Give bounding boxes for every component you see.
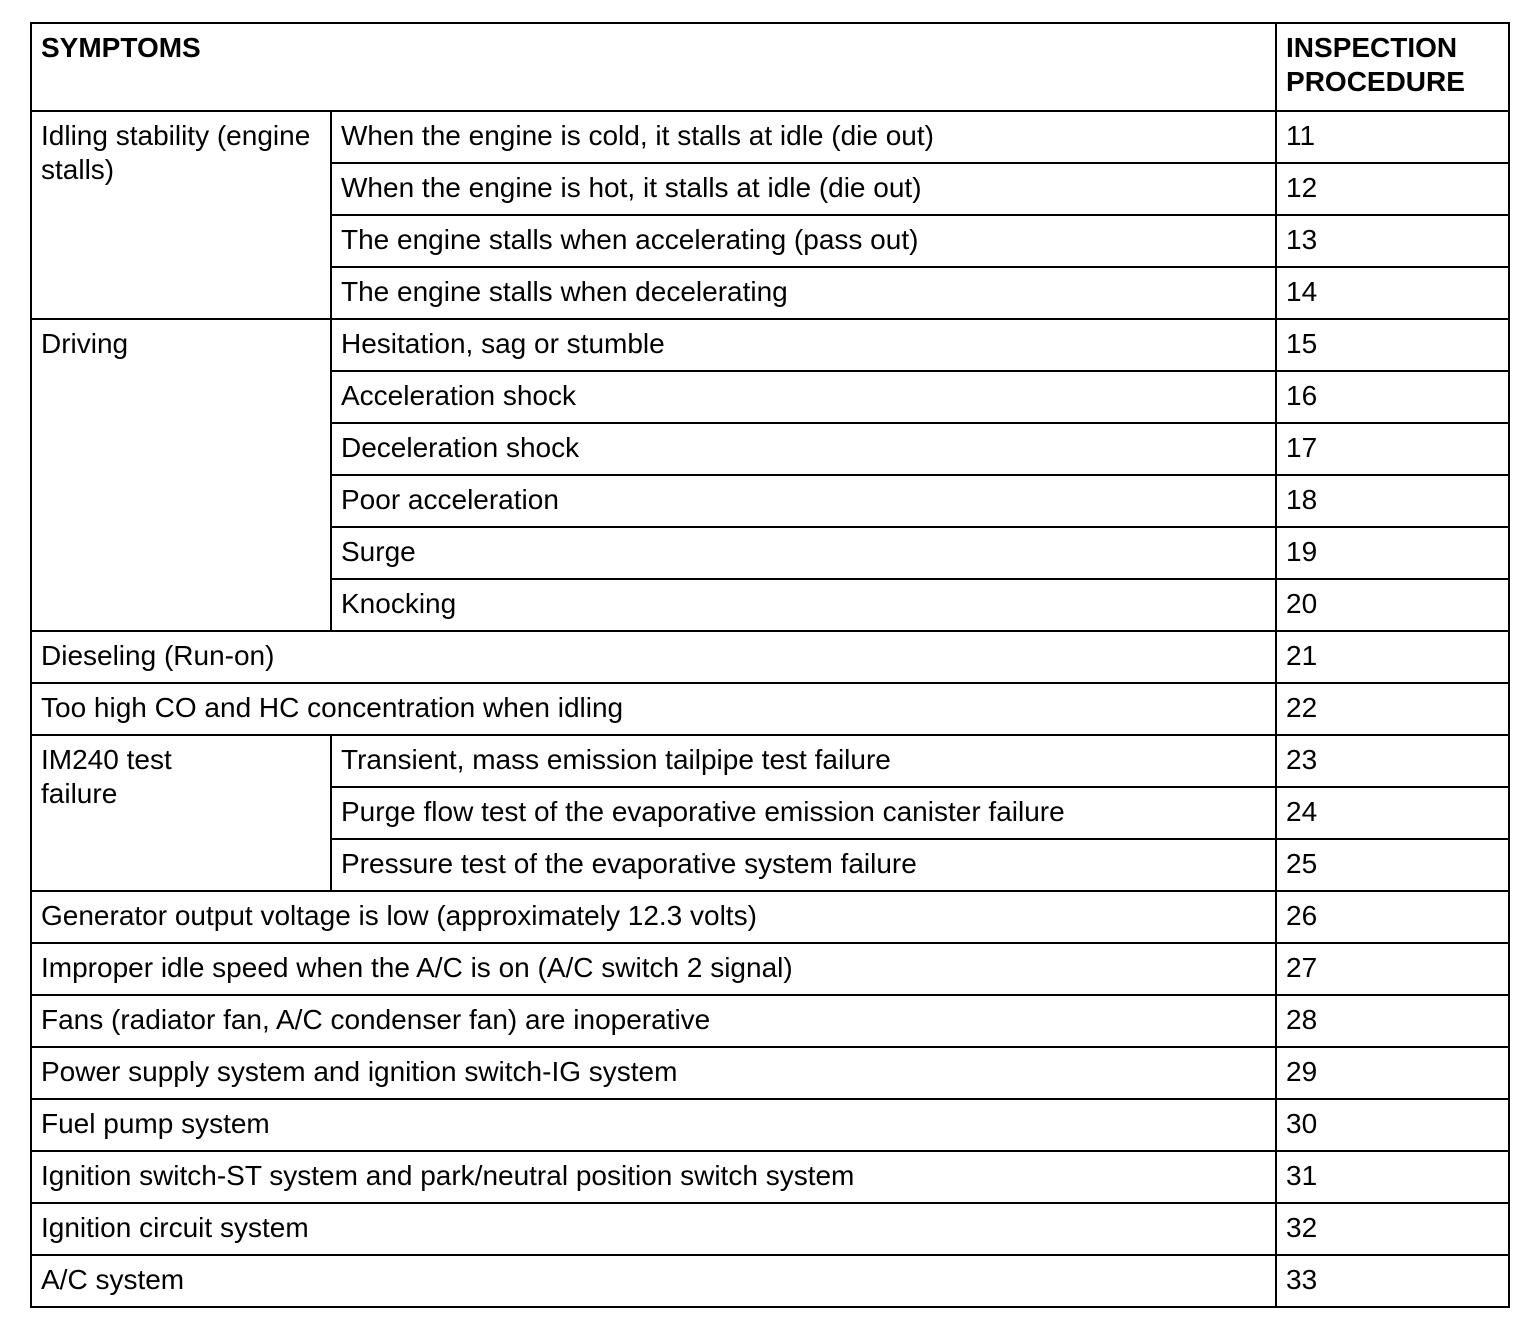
procedure-cell: 11: [1276, 111, 1509, 163]
symptom-group-cell: [31, 735, 331, 891]
procedure-cell: 27: [1276, 943, 1509, 995]
table-header-row: [31, 23, 1509, 111]
inspection-procedure-header: INSPECTION PROCEDURE: [1276, 23, 1509, 111]
symptom-cell: Ignition circuit system: [31, 1203, 1276, 1255]
symptom-cell: Pressure test of the evaporative system failure: [331, 839, 1276, 891]
table-row: [31, 1151, 1509, 1203]
symptom-cell: Power supply system and ignition switch-IG system: [31, 1047, 1276, 1099]
procedure-cell: 30: [1276, 1099, 1509, 1151]
symptom-group-label: Driving: [41, 328, 129, 359]
symptom-cell: A/C system: [31, 1255, 1276, 1307]
procedure-cell: 32: [1276, 1203, 1509, 1255]
procedure-cell: 24: [1276, 787, 1509, 839]
table-row: [31, 995, 1509, 1047]
table-row: [31, 1255, 1509, 1307]
table-row: [31, 683, 1509, 735]
symptoms-header: SYMPTOMS: [31, 23, 1276, 111]
procedure-cell: 17: [1276, 423, 1509, 475]
symptom-group-label: IM240 test failure: [41, 744, 172, 809]
symptom-cell: Hesitation, sag or stumble: [331, 319, 1276, 371]
procedure-cell: 33: [1276, 1255, 1509, 1307]
symptom-cell: Too high CO and HC concentration when idling: [31, 683, 1276, 735]
procedure-cell: 13: [1276, 215, 1509, 267]
table-row: [31, 735, 1509, 787]
symptom-cell: When the engine is hot, it stalls at idle (die out): [331, 163, 1276, 215]
symptom-group-cell: [31, 111, 331, 319]
symptom-cell: Generator output voltage is low (approximately 12.3 volts): [31, 891, 1276, 943]
symptom-cell: Fuel pump system: [31, 1099, 1276, 1151]
procedure-cell: 25: [1276, 839, 1509, 891]
symptom-cell: Acceleration shock: [331, 371, 1276, 423]
table-row: [31, 943, 1509, 995]
symptom-group-cell: [31, 319, 331, 631]
symptom-cell: Improper idle speed when the A/C is on (A/C switch 2 signal): [31, 943, 1276, 995]
symptoms-table: [30, 22, 1510, 1308]
symptom-cell: Ignition switch-ST system and park/neutral position switch system: [31, 1151, 1276, 1203]
table-row: [31, 111, 1509, 163]
table-row: [31, 1203, 1509, 1255]
symptom-group-label: Idling stability (engine stalls): [41, 120, 311, 185]
symptom-cell: Dieseling (Run-on): [31, 631, 1276, 683]
symptom-cell: When the engine is cold, it stalls at idle (die out): [331, 111, 1276, 163]
procedure-cell: 16: [1276, 371, 1509, 423]
table-row: [31, 631, 1509, 683]
procedure-cell: 26: [1276, 891, 1509, 943]
symptom-cell: Fans (radiator fan, A/C condenser fan) are inoperative: [31, 995, 1276, 1047]
procedure-cell: 14: [1276, 267, 1509, 319]
table-row: [31, 1099, 1509, 1151]
symptom-cell: Deceleration shock: [331, 423, 1276, 475]
table-row: [31, 319, 1509, 371]
procedure-cell: 21: [1276, 631, 1509, 683]
symptom-text: Purge flow test of the evaporative emission canister failure: [341, 796, 1065, 827]
procedure-cell: 29: [1276, 1047, 1509, 1099]
procedure-cell: 31: [1276, 1151, 1509, 1203]
symptom-cell: Transient, mass emission tailpipe test failure: [331, 735, 1276, 787]
procedure-cell: 18: [1276, 475, 1509, 527]
procedure-cell: 28: [1276, 995, 1509, 1047]
table-row: [31, 891, 1509, 943]
symptom-cell: Surge: [331, 527, 1276, 579]
symptom-cell: [331, 787, 1276, 839]
symptom-cell: Knocking: [331, 579, 1276, 631]
procedure-cell: 19: [1276, 527, 1509, 579]
symptom-cell: The engine stalls when accelerating (pass out): [331, 215, 1276, 267]
procedure-cell: 15: [1276, 319, 1509, 371]
procedure-cell: 22: [1276, 683, 1509, 735]
table-row: [31, 1047, 1509, 1099]
symptom-cell: The engine stalls when decelerating: [331, 267, 1276, 319]
symptom-cell: Poor acceleration: [331, 475, 1276, 527]
procedure-cell: 23: [1276, 735, 1509, 787]
procedure-cell: 20: [1276, 579, 1509, 631]
procedure-cell: 12: [1276, 163, 1509, 215]
